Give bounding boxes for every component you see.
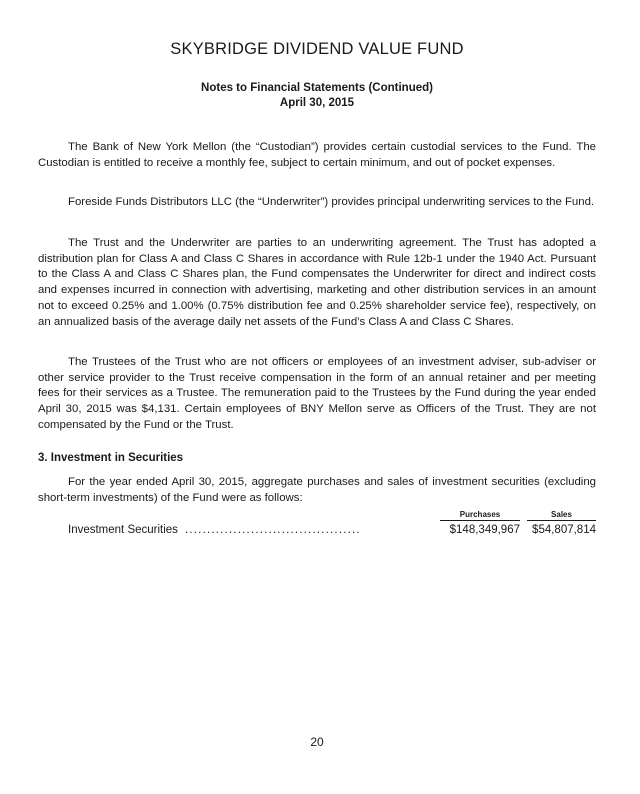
trustees-paragraph: The Trustees of the Trust who are not officers or employees of an investment adviser, sub-adviser or other service provider to the Trust receive compensation in the form of an annual retainer and per meeting fees for their services as a Trustee. The remuneration paid to the Trustees by the Fund during the year ended April 30, 2015 was $4,131. Certain employees of BNY Mellon serve as Officers of the Trust. They are not compensated by the Fund or the Trust.: [38, 356, 596, 431]
custodian-paragraph: The Bank of New York Mellon (the “Custodian”) provides certain custodial services to the Fund. The Custodian is entitled to receive a monthly fee, subject to certain minimum, and out of pocket expenses.: [38, 141, 596, 169]
sales-value: $54,807,814: [532, 524, 596, 536]
section-intro: For the year ended April 30, 2015, aggregate purchases and sales of investment securities (excluding short-term investments) of the Fund were as follows:: [38, 476, 596, 504]
distribution-plan-paragraph: The Trust and the Underwriter are parties to an underwriting agreement. The Trust has adopted a distribution plan for Class A and Class C Shares in accordance with Rule 12b-1 under the 1940 Act. Pursuant to the Class A and Class C Shares plan, the Fund compensates the Underwriter for direct and indirect costs and expenses incurred in connection with advertising, marketing and other distribution services in an amount not to exceed 0.25% and 1.00% (0.75% distribution fee and 0.25% shareholder service fee), respectively, on an annualized basis of the average daily net assets of the Fund’s Class A and Class C Shares.: [38, 237, 596, 328]
dot-leaders: ........................................: [185, 524, 361, 536]
notes-subtitle: Notes to Financial Statements (Continued): [201, 82, 433, 94]
page-number: 20: [310, 735, 324, 749]
section-heading: 3. Investment in Securities: [38, 452, 184, 464]
column-header-purchases: Purchases: [440, 510, 520, 521]
table-row-label: Investment Securities: [68, 524, 178, 536]
underwriter-paragraph: Foreside Funds Distributors LLC (the “Underwriter”) provides principal underwriting services to the Fund.: [68, 196, 595, 208]
column-header-sales: Sales: [527, 510, 596, 521]
purchases-value: $148,349,967: [449, 524, 520, 536]
report-date: April 30, 2015: [279, 97, 355, 109]
fund-title: SKYBRIDGE DIVIDEND VALUE FUND: [170, 40, 464, 58]
